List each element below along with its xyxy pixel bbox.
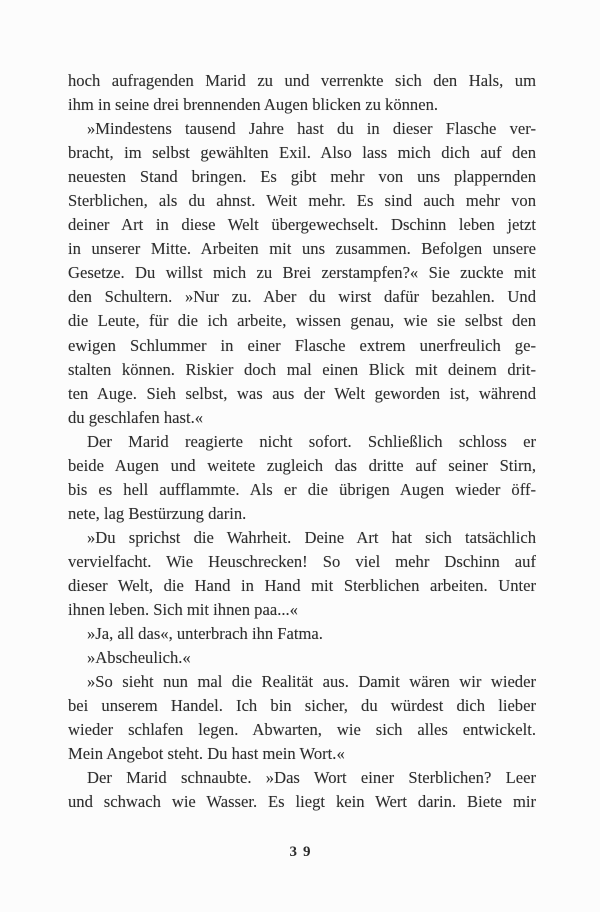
text-line: »Ja, all das«, unterbrach ihn Fatma. [87, 624, 323, 644]
text-line: nete, lag Bestürzung darin. [68, 503, 247, 523]
paragraph [68, 430, 536, 526]
text-line: wieder schlafen legen. Abwarten, wie sich alles entwickelt. [68, 720, 536, 740]
paragraph [68, 670, 536, 766]
text-line: »So sieht nun mal die Realität aus. Damit wären wir wieder [87, 672, 536, 692]
paragraph [68, 69, 536, 117]
text-line: in unserer Mitte. Arbeiten mit uns zusammen. Befolgen unsere [68, 239, 536, 259]
paragraph [68, 117, 536, 430]
text-line: neuesten Stand bringen. Es gibt mehr von uns plappernden [68, 167, 536, 187]
text-line: Mein Angebot steht. Du hast mein Wort.« [68, 744, 345, 764]
text-line: bei unserem Handel. Ich bin sicher, du würdest dich lieber [68, 696, 536, 716]
text-line: ewigen Schlummer in einer Flasche extrem unerfreulich ge- [68, 335, 536, 355]
paragraph [68, 526, 536, 622]
text-line: du geschlafen hast.« [68, 407, 204, 427]
text-line: stalten können. Riskier doch mal einen Blick mit deinem drit- [68, 359, 536, 379]
paragraph [68, 622, 536, 646]
text-line: Sterblichen, als du ahnst. Weit mehr. Es sind auch mehr von [68, 191, 536, 211]
text-line: deiner Art in diese Welt übergewechselt. Dschinn leben jetzt [68, 215, 536, 235]
text-line: Der Marid schnaubte. »Das Wort einer Sterblichen? Leer [87, 768, 536, 788]
text-line: »Abscheulich.« [87, 648, 191, 668]
paragraph [68, 646, 536, 670]
text-line: ihm in seine drei brennenden Augen blicken zu können. [68, 95, 439, 115]
text-line: die Leute, für die ich arbeite, wissen genau, wie sie selbst den [68, 311, 536, 331]
text-block [68, 69, 536, 814]
text-line: bracht, im selbst gewählten Exil. Also lass mich dich auf den [68, 143, 536, 163]
text-line: dieser Welt, die Hand in Hand mit Sterblichen arbeiten. Unter [68, 575, 536, 595]
text-line: beide Augen und weitete zugleich das dritte auf seiner Stirn, [68, 455, 536, 475]
text-line: Der Marid reagierte nicht sofort. Schließlich schloss er [87, 431, 536, 451]
paragraph [68, 766, 536, 814]
text-line: bis es hell aufflammte. Als er die übrigen Augen wieder öff- [68, 479, 536, 499]
page-number: 39 [289, 844, 317, 860]
text-line: hoch aufragenden Marid zu und verrenkte sich den Hals, um [68, 71, 536, 90]
text-line: »Du sprichst die Wahrheit. Deine Art hat sich tatsächlich [87, 527, 536, 547]
text-line: Gesetze. Du willst mich zu Brei zerstampfen?« Sie zuckte mit [68, 263, 536, 283]
text-line: und schwach wie Wasser. Es liegt kein Wert darin. Biete mir [68, 792, 536, 812]
text-line: ten Auge. Sieh selbst, was aus der Welt geworden ist, während [68, 383, 536, 403]
text-line: ihnen leben. Sich mit ihnen paa...« [68, 600, 298, 620]
text-line: »Mindestens tausend Jahre hast du in dieser Flasche ver- [87, 119, 536, 139]
text-line: den Schultern. »Nur zu. Aber du wirst dafür bezahlen. Und [68, 287, 536, 307]
text-line: vervielfacht. Wie Heuschrecken! So viel mehr Dschinn auf [68, 551, 536, 571]
